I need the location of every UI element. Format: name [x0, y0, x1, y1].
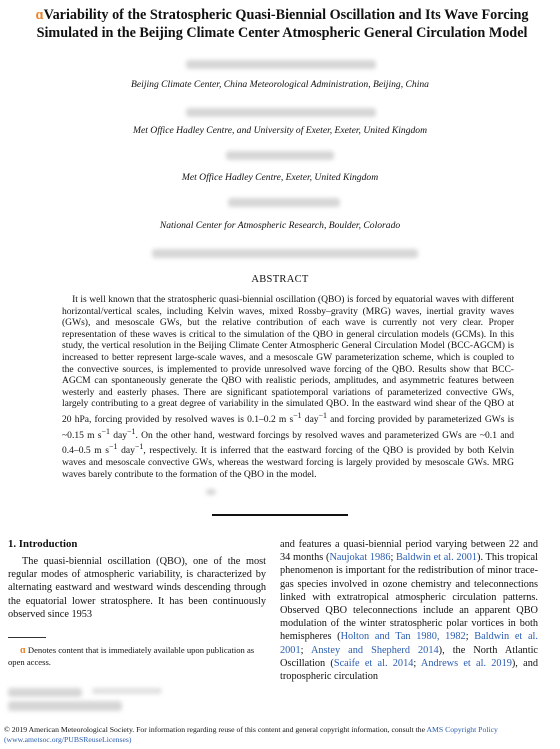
section-heading: 1. Introduction	[8, 538, 78, 550]
citation-link[interactable]: Holton and Tan 1980, 1982	[340, 631, 466, 643]
citation-link[interactable]: Baldwin et al. 2001	[280, 631, 538, 656]
affiliation-4: National Center for Atmospheric Research, Boulder, Colorado	[159, 220, 401, 231]
citation-link[interactable]: Naujokat 1986	[329, 552, 391, 564]
section-divider	[212, 514, 348, 516]
redacted-manuscript-info	[152, 249, 418, 258]
abstract-body: It is well known that the stratospheric quasi-biennial oscillation (QBO) is forced by equatorial waves with different horizontal/vertical scales, including Kelvin waves, mixed Rossby–gravity (MRG) waves, inertial gravity waves (GWs), and mesoscale GWs, but the relative contribution of each wave is currently not very clear. Proper representation of these waves is critical to the simulation of the QBO in general circulation models (GCMs). In this study, the vertical resolution in the Beijing Climate Center Atmospheric General Circulation Model (BCC-AGCM) is increased to better represent large-scale waves, and a mesoscale GW parameterization scheme, which is coupled to the convective sources, is implemented to provide unresolved wave forcing of the QBO. Results show that BCC-AGCM can spontaneously generate the QBO with realistic periods, amplitudes, and asymmetric features between westerly and easterly phases. There are significant spatiotemporal variations of parameterized convective GWs, largely contributing to a great degree of variability in the simulated QBO. In the eastward wind shear of the QBO at 20 hPa, forcing provided by resolved waves is 0.1–0.2 m $s^{-1}$ day$^{-1}$ and forcing provided by parameterized GWs is ~0.15 m $s^{-1}$ day$^{-1}$. On the other hand, westward forcings by resolved waves and parameterized GWs are ~0.1 and 0.4–0.5 m $s^{-1}$ day$^{-1}$, respectively. It is inferred that the eastward forcing of the QBO is provided by both Kelvin waves and mesoscale convective GWs, whereas the westward forcing is largely provided by mesoscale GWs. MRG waves barely contribute to the formation of the QBO in the model.	[62, 294, 515, 480]
redacted-email	[8, 701, 122, 711]
redacted-corresponding-author	[92, 688, 162, 694]
copyright-policy-link[interactable]: AMS Copyright Policy (www.ametsoc.org/PUBSReuseLicenses)	[4, 725, 498, 744]
affiliation-1: Beijing Climate Center, China Meteorological Administration, Beijing, China	[131, 79, 429, 90]
abstract-heading: ABSTRACT	[251, 274, 309, 285]
open-access-lock-icon: ɑ	[20, 645, 26, 656]
affiliation-2: Met Office Hadley Centre, and University of Exeter, Exeter, United Kingdom	[132, 125, 428, 136]
affiliation-3: Met Office Hadley Centre, Exeter, United Kingdom	[181, 172, 379, 183]
redacted-author	[186, 60, 376, 69]
title-line-1: Variability of the Stratospheric Quasi-Biennial Oscillation and Its Wave Forcing	[43, 7, 529, 23]
redacted-corresponding-author	[8, 688, 82, 697]
citation-link[interactable]: Baldwin et al. 2001	[396, 552, 478, 564]
footnote: ɑ Denotes content that is immediately available upon publication as open access.	[8, 645, 255, 667]
redacted-author	[186, 108, 376, 117]
redacted-mark	[206, 489, 216, 495]
copyright-footer: © 2019 American Meteorological Society. For information regarding reuse of this content and general copyright information, consult the AMS Copyright Policy (www.ametsoc.org/PUBSReuseLicenses)	[4, 725, 498, 744]
citation-link[interactable]: Scaife et al. 2014	[333, 657, 414, 669]
paper-title	[12, 6, 552, 42]
citation-link[interactable]: Andrews et al. 2019	[420, 657, 512, 669]
title-line-2: Simulated in the Beijing Climate Center Atmospheric General Circulation Model	[36, 25, 528, 41]
citation-link[interactable]: Anstey and Shepherd 2014	[310, 644, 439, 656]
footnote-rule	[8, 637, 46, 638]
intro-left-text: The quasi-biennial oscillation (QBO), one of the most regular modes of atmospheric variability, is characterized by alternating eastward and westward winds descending through the equatorial lower stratosphere. It has been continuously observed since 1953	[8, 556, 266, 620]
redacted-author	[228, 198, 340, 207]
open-access-lock-icon: ɑ	[35, 7, 44, 23]
redacted-author	[226, 151, 334, 160]
intro-right-text: and features a quasi-biennial period varying between 22 and 34 months (Naujokat 1986; Baldwin et al. 2001). This tropical phenomenon is important for the redistribution of minor trace-gas species involved in ozone chemistry and teleconnections linked with extratropical atmospheric circulation patterns. Observed QBO teleconnections include an apparent QBO modulation of the winter stratospheric polar vortices in both hemispheres (Holton and Tan 1980, 1982; Baldwin et al. 2001; Anstey and Shepherd 2014), the North Atlantic Oscillation (Scaife et al. 2014; Andrews et al. 2019), and tropospheric circulation	[280, 539, 539, 683]
